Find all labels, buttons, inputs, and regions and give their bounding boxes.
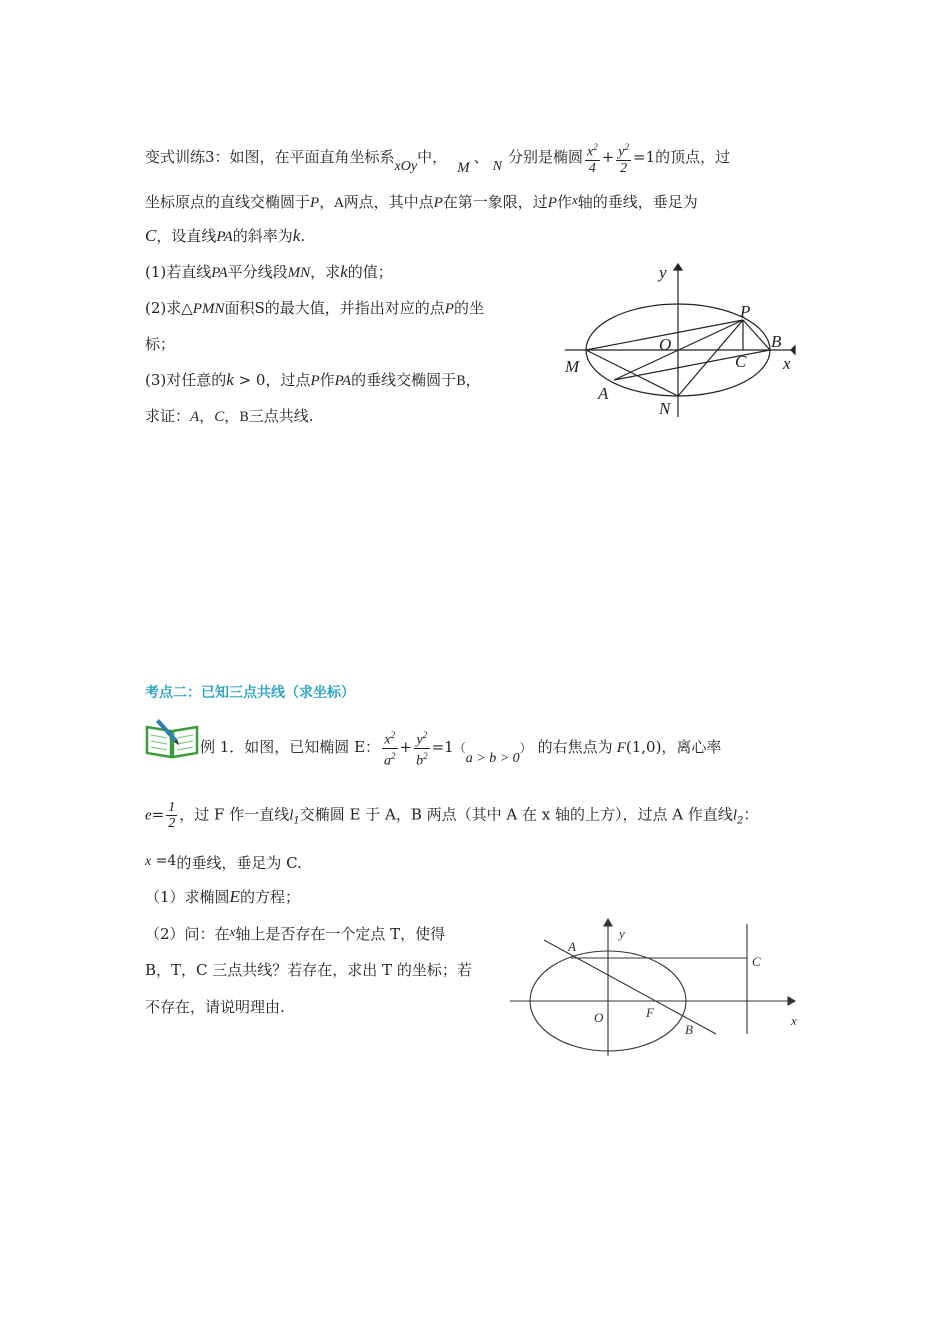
fig2-label-A: A — [568, 939, 576, 954]
y-axis-2-arrow — [604, 919, 612, 926]
ellipse-fraction-x-a: $\frac{x^2}{a^2}$ — [384, 730, 396, 769]
problem3-q3: (3)对任意的k > 0，过点P作PA的垂线交椭圆于B， — [145, 370, 481, 389]
fig1-label-y: y — [659, 263, 667, 282]
x-axis-arrow — [791, 346, 795, 354]
ellipse-fraction-x: $\frac{x^2}{4}$ — [586, 142, 598, 176]
problem3-line1: 变式训练3：如图，在平面直角坐标系xOy中，M、N分别是椭圆 $\frac{x^2}{4}$ + $\frac{y^2}{2}$ =1的顶点，过 — [145, 142, 731, 176]
line-PB — [743, 320, 770, 350]
fig1-label-x: x — [783, 354, 791, 373]
fig1-label-B: B — [771, 332, 782, 351]
section-heading: 考点二：已知三点共线（求坐标） — [145, 685, 355, 701]
ellipse-figure-2 — [508, 918, 808, 1058]
fig1-label-P: P — [740, 302, 751, 321]
problem3-line3: C，设直线PA的斜率为k. — [145, 226, 306, 245]
notebook-pen-icon — [144, 715, 200, 759]
problem3-line2: 坐标原点的直线交椭圆于P，A两点，其中点P在第一象限，过P作x轴的垂线，垂足为 — [145, 192, 698, 211]
problem3-q1: (1)若直线PA平分线段MN，求k的值； — [145, 262, 393, 281]
x-axis-2-arrow — [788, 997, 795, 1005]
example1-line3: x =4的垂线，垂足为 C. — [145, 853, 302, 872]
fig1-label-A: A — [598, 384, 609, 403]
fig2-label-F: F — [646, 1005, 654, 1020]
example1-line2: e= $\frac{1}{2}$ ，过 F 作一直线$l_1$交椭圆 E 于 A，B 两点（其中 A 在 x 轴的上方），过点 A 作直线$l_2$： — [145, 800, 759, 831]
fig2-label-C: C — [752, 954, 761, 969]
fig2-label-O: O — [594, 1010, 604, 1025]
problem3-q2: (2)求△PMN面积S的最大值，并指出对应的点P的坐 — [145, 299, 484, 317]
eccentricity-fraction: $\frac{1}{2}$ — [168, 800, 176, 831]
example1-q2-cont1: B，T，C 三点共线？若存在，求出 T 的坐标；若 — [145, 961, 472, 979]
example1-q2-cont2: 不存在，请说明理由. — [145, 998, 285, 1016]
fig2-label-B: B — [685, 1022, 693, 1037]
line-NP — [678, 320, 743, 396]
fig2-label-x: x — [791, 1013, 797, 1028]
problem3-q3-cont: 求证：A，C，B三点共线. — [145, 407, 314, 425]
line-l1 — [544, 940, 716, 1034]
ellipse-fraction-y-b: $\frac{y^2}{b^2}$ — [416, 730, 428, 769]
y-axis-arrow — [674, 264, 682, 270]
ellipse-fraction-y: $\frac{y^2}{2}$ — [618, 142, 629, 176]
fig1-label-N: N — [659, 399, 671, 418]
ellipse-figure-1 — [555, 262, 805, 422]
problem3-q2-cont: 标； — [145, 335, 176, 353]
fig2-label-y: y — [619, 926, 625, 941]
example1-q2: （2）问：在x轴上是否存在一个定点 T，使得 — [145, 924, 446, 943]
fig1-label-M: M — [565, 357, 580, 376]
example1-line1: 例 1．如图，已知椭圆 E： $\frac{x^2}{a^2}$ + $\frac{y^2}{b^2}$ =1（a > b > 0） 的右焦点为 F(1,0)，离心率 — [200, 730, 722, 769]
fig1-label-O: O — [659, 335, 672, 354]
fig1-label-C: C — [735, 352, 747, 371]
example1-q1: （1）求椭圆E的方程； — [145, 887, 300, 906]
